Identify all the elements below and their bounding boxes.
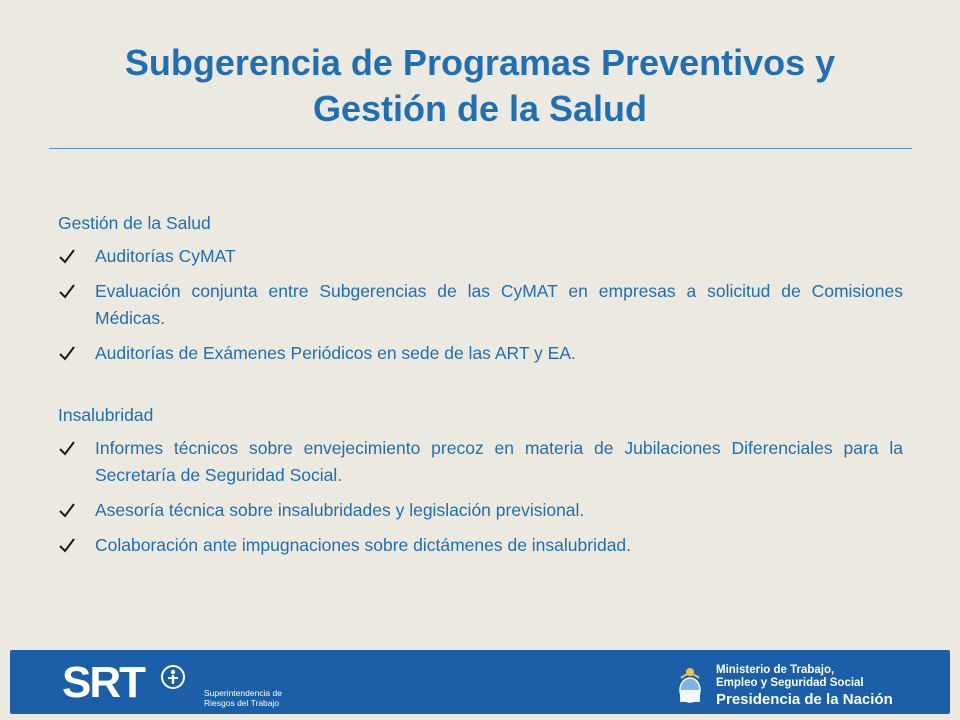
- srt-subtitle-line-1: Superintendencia de: [204, 688, 282, 698]
- srt-emblem-icon: [160, 664, 186, 690]
- list-item-text: Informes técnicos sobre envejecimiento precoz en materia de Jubilaciones Diferenciales para la Secretaría de Seguridad Social.: [95, 438, 903, 485]
- list-item-text: Auditorías CyMAT: [95, 246, 236, 266]
- check-icon: [58, 247, 76, 265]
- slide-content: [58, 210, 903, 567]
- list-item: [58, 532, 903, 559]
- ministry-wordmark: [716, 664, 893, 710]
- slide-title: [40, 40, 920, 132]
- check-icon: [58, 536, 76, 554]
- srt-subtitle: [204, 688, 282, 708]
- footer: [0, 642, 960, 720]
- check-icon: [58, 501, 76, 519]
- ministry-line-2: Empleo y Seguridad Social: [716, 677, 864, 689]
- title-divider: [49, 148, 912, 149]
- list-item: [58, 497, 903, 524]
- srt-subtitle-line-2: Riesgos del Trabajo: [204, 698, 280, 708]
- list-item: [58, 243, 903, 270]
- section-spacer: [58, 375, 903, 402]
- ministry-line-3: Presidencia de la Nación: [716, 691, 893, 708]
- list-item-text: Auditorías de Exámenes Periódicos en sede de las ART y EA.: [95, 343, 576, 363]
- srt-logo-letters: SRT: [62, 658, 144, 707]
- list-item: [58, 278, 903, 332]
- ministry-line-1: Ministerio de Trabajo,: [716, 664, 835, 676]
- section-list-insalubridad: [58, 435, 903, 559]
- check-icon: [58, 282, 76, 300]
- title-line-2: Gestión de la Salud: [312, 88, 648, 129]
- list-item-text: Asesoría técnica sobre insalubridades y legislación previsional.: [95, 500, 585, 520]
- title-line-1: Subgerencia de Programas Preventivos y: [124, 42, 836, 83]
- list-item-text: Evaluación conjunta entre Subgerencias de las CyMAT en empresas a solicitud de Comisiones Médicas.: [95, 281, 903, 328]
- list-item: [58, 340, 903, 367]
- section-list-gestion: [58, 243, 903, 367]
- section-heading-insalubridad: Insalubridad: [58, 405, 154, 425]
- list-item-text: Colaboración ante impugnaciones sobre dictámenes de insalubridad.: [95, 535, 632, 555]
- coat-of-arms-icon: [675, 664, 705, 706]
- check-icon: [58, 439, 76, 457]
- footer-band: [10, 650, 950, 714]
- check-icon: [58, 344, 76, 362]
- section-heading-gestion: Gestión de la Salud: [58, 213, 211, 233]
- list-item: [58, 435, 903, 489]
